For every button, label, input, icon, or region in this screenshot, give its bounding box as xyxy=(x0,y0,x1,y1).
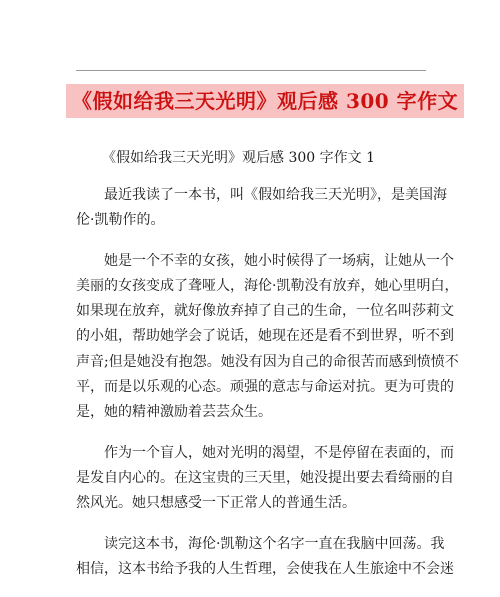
essay-body xyxy=(76,183,459,597)
paragraph-2 xyxy=(76,249,459,426)
paragraph-line: 的小姐，帮助她学会了说话，她现在还是看不到世界，听不到 xyxy=(76,328,454,345)
paragraph-1 xyxy=(76,183,447,234)
title-block xyxy=(66,84,459,118)
paragraph-line: 如果现在放弃，就好像放弃掉了自己的生命，一位名叫莎莉文 xyxy=(76,303,454,320)
paragraph-line: 伦·凯勒作的。 xyxy=(76,212,165,229)
paragraph-4 xyxy=(76,532,454,583)
document-title: 《假如给我三天光明》观后感 300 字作文 xyxy=(66,84,464,118)
paragraph-line: 美丽的女孩变成了聋哑人，海伦·凯勒没有放弃，她心里明白， xyxy=(76,277,459,294)
paragraph-line: 读完这本书，海伦·凯勒这个名字一直在我脑中回荡。我 xyxy=(104,535,445,552)
paragraph-line: 她是一个不幸的女孩，她小时候得了一场病，让她从一个 xyxy=(104,252,454,269)
paragraph-line: 是，她的精神激励着芸芸众生。 xyxy=(76,404,272,421)
paragraph-line: 声音;但是她没有抱怨。她没有因为自己的命很苦而感到愤愤不 xyxy=(76,353,459,370)
paragraph-line: 最近我读了一本书，叫《假如给我三天光明》，是美国海 xyxy=(104,187,447,203)
paragraph-line: 然风光。她只想感受一下正常人的普通生活。 xyxy=(76,495,356,512)
paragraph-line: 作为一个盲人，她对光明的渴望，不是停留在表面的，而 xyxy=(104,444,454,461)
header-rule xyxy=(76,70,426,71)
essay-subtitle: 《假如给我三天光明》观后感 300 字作文 1 xyxy=(102,150,375,166)
paragraph-line: 是发自内心的。在这宝贵的三天里，她没提出要去看绮丽的自 xyxy=(76,469,454,486)
paragraph-line: 平，而是以乐观的心态。顽强的意志与命运对抗。更为可贵的 xyxy=(76,379,454,396)
paragraph-line: 相信，这本书给予我的人生哲理，会使我在人生旅途中不会迷 xyxy=(76,560,454,577)
paragraph-3 xyxy=(76,441,454,517)
